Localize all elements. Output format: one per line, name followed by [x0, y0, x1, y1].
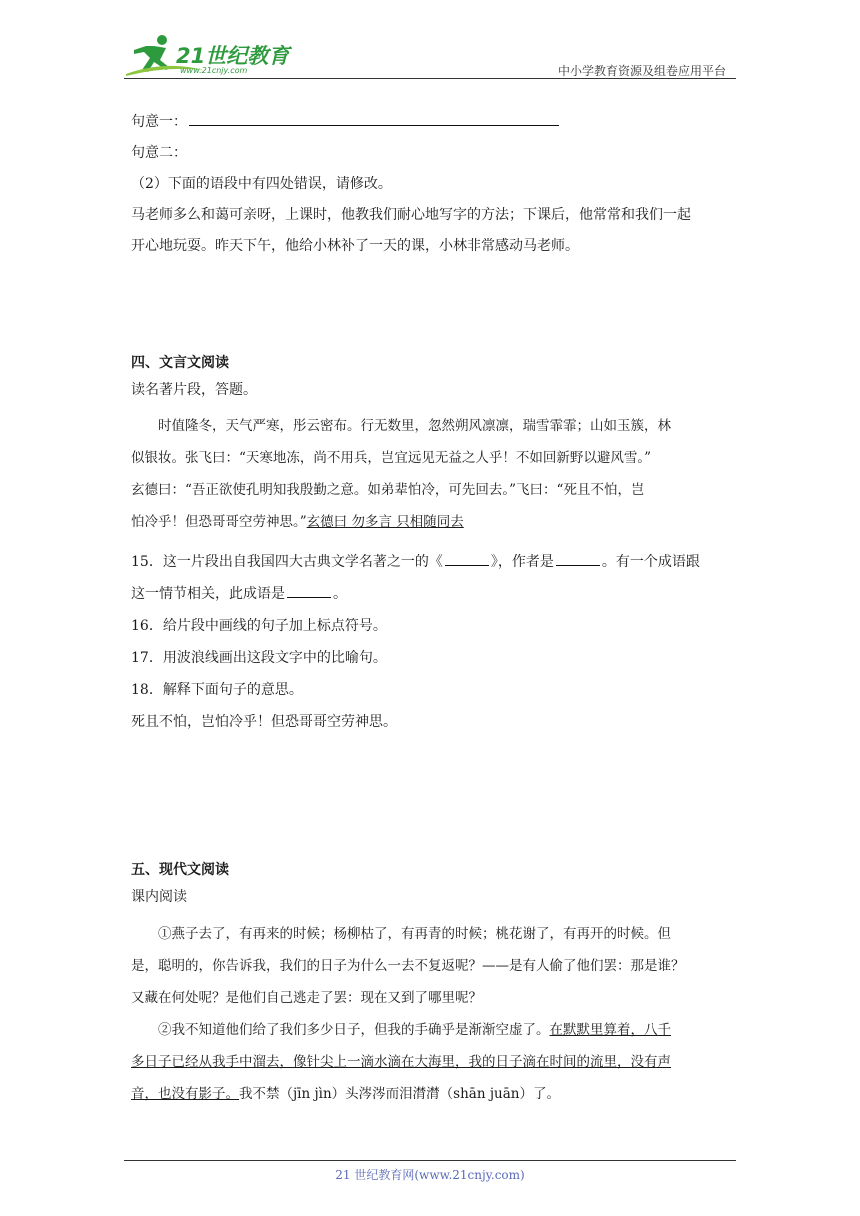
section4-header — [131, 350, 731, 404]
footer-link[interactable]: 21 世纪教育网(www.21cnjy.com) — [335, 1168, 525, 1182]
section4-intro: 读名著片段，答题。 — [131, 382, 257, 398]
modern-line — [131, 1046, 731, 1078]
idiom-blank[interactable] — [287, 585, 331, 598]
modern-line-part: ②我不知道他们给了我们多少日子，但我的手确乎是渐渐空虚了。 — [158, 1022, 550, 1038]
q15-text: 15．这一片段出自我国四大古典文学名著之一的《 — [131, 554, 443, 570]
underlined-text: 音，也没有影子。 — [131, 1086, 239, 1102]
question-2: （2）下面的语段中有四处错误，请修改。 — [131, 176, 392, 192]
modern-line — [131, 1078, 731, 1110]
question-17: 17．用波浪线画出这段文字中的比喻句。 — [131, 650, 387, 666]
meaning2-label: 句意二： — [131, 145, 187, 161]
classical-line: 时值隆冬，天气严寒，彤云密布。行无数里，忽然朔风凛凛，瑞雪霏霏；山如玉簇，林 — [158, 418, 671, 434]
question-18: 18．解释下面句子的意思。 — [131, 682, 303, 698]
classical-line: 玄德曰：“吾正欲使孔明知我殷勤之意。如弟辈怕冷，可先回去。”飞曰：“死且不怕，岂 — [131, 482, 645, 498]
q15-text: 》，作者是 — [490, 554, 554, 570]
classical-line — [131, 506, 731, 538]
header-divider — [124, 78, 736, 79]
classical-text — [131, 410, 731, 538]
platform-name: 中小学教育资源及组卷应用平台 — [557, 64, 726, 78]
section4-heading: 四、文言文阅读 — [131, 355, 229, 371]
modern-line: 又藏在何处呢？是他们自己逃走了罢：现在又到了哪里呢？ — [131, 990, 482, 1006]
section3-block — [131, 107, 731, 262]
underlined-sentence: 玄德曰 勿多言 只相随同去 — [306, 514, 464, 530]
modern-text — [131, 918, 731, 1110]
meaning1-label: 句意一： — [131, 114, 187, 130]
modern-line: 是，聪明的，你告诉我，我们的日子为什么一去不复返呢？——是有人偷了他们罢：那是谁？ — [131, 958, 685, 974]
modern-line — [131, 1014, 731, 1046]
q15-text: 。有一个成语跟 — [601, 554, 700, 570]
section5-intro: 课内阅读 — [131, 889, 187, 905]
section5-header — [131, 857, 731, 911]
answer-blank[interactable] — [189, 113, 559, 126]
classical-line: 似银妆。张飞曰：“天寒地冻，尚不用兵，岂宜远见无益之人乎！不如回新野以避风雪。” — [131, 450, 652, 466]
book-blank[interactable] — [445, 553, 489, 566]
author-blank[interactable] — [556, 553, 600, 566]
meaning1-line — [131, 107, 731, 138]
question-15 — [131, 546, 731, 578]
question-16: 16．给片段中画线的句子加上标点符号。 — [131, 618, 387, 634]
site-logo — [124, 30, 294, 78]
modern-line: ①燕子去了，有再来的时候；杨柳枯了，有再青的时候；桃花谢了，有再开的时候。但 — [158, 926, 671, 942]
q15-text: 。 — [333, 586, 347, 602]
question-15-line2 — [131, 578, 731, 610]
passage-line: 开心地玩耍。昨天下午，他给小林补了一天的课，小林非常感动马老师。 — [131, 238, 579, 254]
underlined-text: 多日子已经从我手中溜去，像针尖上一滴水滴在大海里，我的日子滴在时间的流里，没有声 — [131, 1054, 671, 1070]
question-18-sentence: 死且不怕，岂怕冷乎！但恐哥哥空劳神思。 — [131, 714, 397, 730]
passage-line: 马老师多么和蔼可亲呀，上课时，他教我们耐心地写字的方法；下课后，他常常和我们一起 — [131, 207, 691, 223]
section4-questions — [131, 546, 731, 738]
section5-heading: 五、现代文阅读 — [131, 862, 229, 878]
classical-line-part: 怕冷乎！但恐哥哥空劳神思。” — [131, 514, 307, 530]
footer-divider — [124, 1160, 736, 1161]
modern-line-part: 我不禁（jīn jìn）头涔涔而泪潸潸（shān juān）了。 — [239, 1086, 560, 1102]
logo-url: www.21cnjy.com — [180, 66, 248, 75]
q15-text: 这一情节相关，此成语是 — [131, 586, 285, 602]
underlined-text: 在默默里算着，八千 — [549, 1022, 671, 1038]
logo-text: 21世纪教育 — [176, 44, 290, 68]
